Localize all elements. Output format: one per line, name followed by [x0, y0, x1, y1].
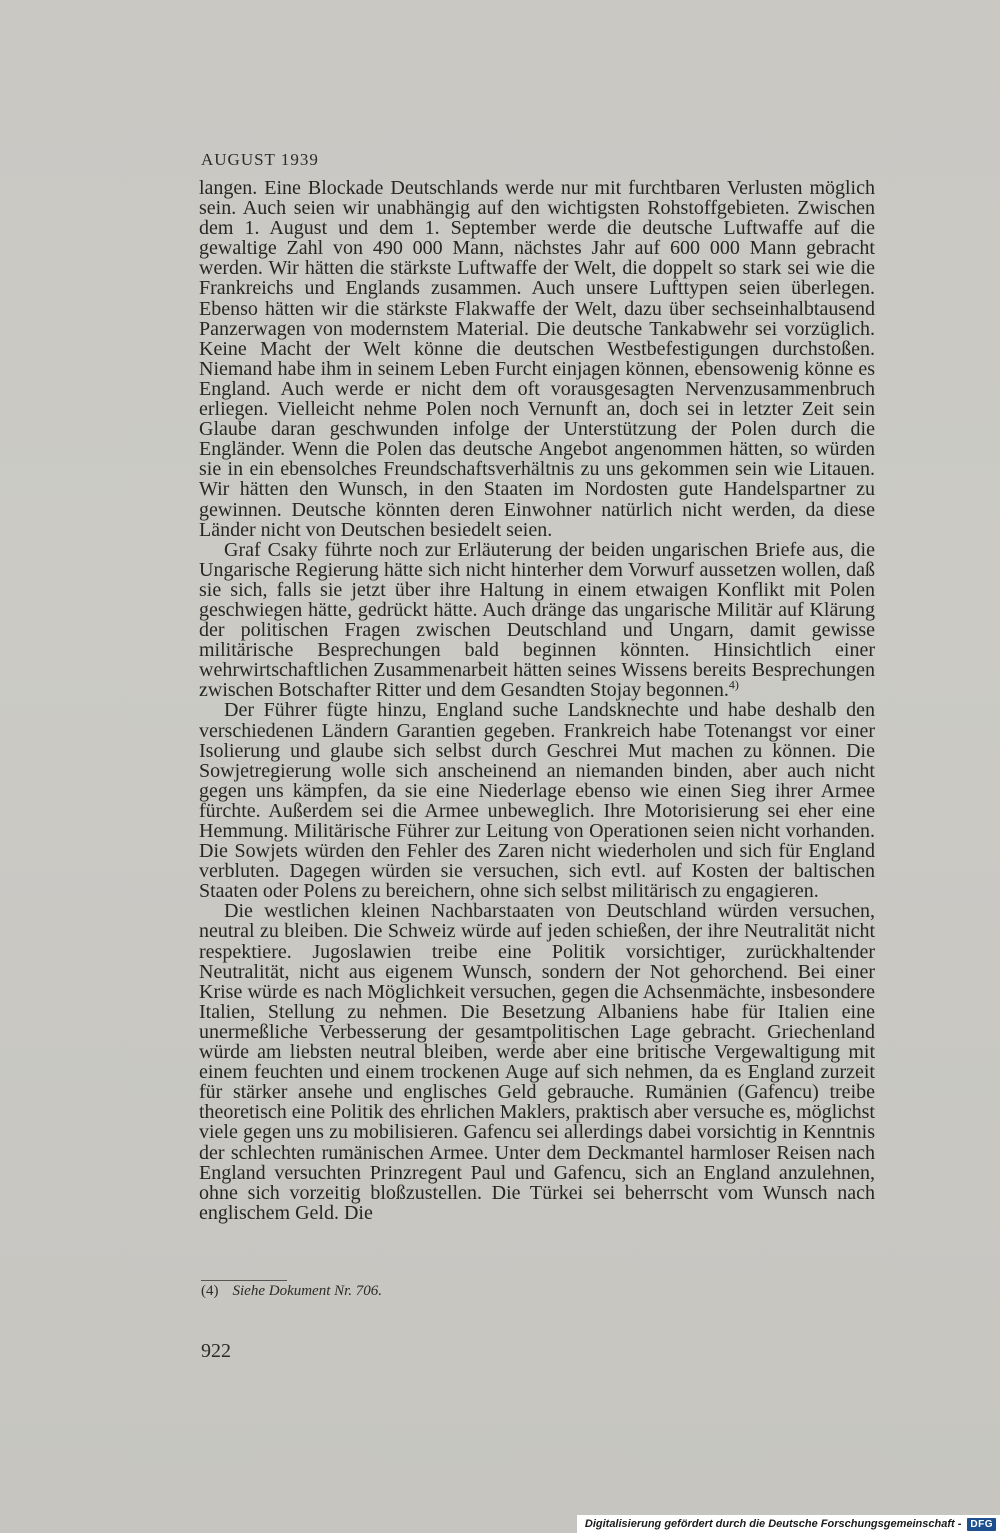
footnote-divider — [201, 1280, 287, 1281]
dfg-banner — [577, 1515, 1000, 1533]
footnote-text: Siehe Dokument Nr. 706. — [232, 1283, 383, 1299]
footnote — [201, 1283, 382, 1300]
page-number: 922 — [201, 1340, 231, 1362]
paragraph-2-text: Graf Csaky führte noch zur Erläuterung der beiden ungarischen Briefe aus, die Ungarische Regierung hätte sich nicht hinterher dem Vorwurf aussetzen wollen, daß sie sich, falls sie jetzt über ihre Haltung in einem etwaigen Konflikt mit Polen geschwiegen hätte, gedrückt hätte. Auch dränge das ungarische Militär auf Klärung der politischen Fragen zwischen Deutschland und Ungarn, damit gewisse militärische Besprechungen bald beginnen könnten. Hinsichtlich einer wehrwirtschaftlichen Zusammenarbeit hätten seines Wissens bereits Besprechungen zwischen Botschafter Ritter und dem Gesandten Stojay begonnen. — [199, 538, 875, 702]
paragraph-4: Die westlichen kleinen Nachbarstaaten von Deutschland würden versuchen, neutral zu bleiben. Die Schweiz würde auf jeden schießen, der ihre Neutralität nicht respektiere. Jugoslawien treibe eine Politik vorsichtiger, zurückhaltender Neutralität, nicht aus eigenem Wunsch, sondern der Not gehorchend. Bei einer Krise würde es nach Möglichkeit versuchen, gegen die Achsenmächte, insbesondere Italien, Stellung zu nehmen. Die Besetzung Albaniens habe für Italien eine unermeßliche Verbesserung der gesamtpolitischen Lage gebracht. Griechenland würde am liebsten neutral bleiben, werde aber eine britische Vergewaltigung mit einem feuchten und einem trockenen Auge auf sich nehmen, da es England zurzeit für stärker ansehe und englisches Geld gebrauche. Rumänien (Gafencu) treibe theoretisch eine Politik des ehrlichen Maklers, praktisch aber versuche es, möglichst viele gegen uns zu mobilisieren. Gafencu sei allerdings dabei vorsichtig in Kenntnis der schlechten rumänischen Armee. Unter dem Deckmantel harmloser Reisen nach England versuchten Prinzregent Paul und Gafencu, sich an England anzulehnen, ohne sich vorzeitig bloßzustellen. Die Türkei sei beherrscht vom Wunsch nach englischem Geld. Die — [199, 900, 875, 1224]
footnote-reference: 4) — [728, 677, 739, 692]
dfg-logo-icon: DFG — [967, 1518, 996, 1531]
running-head: AUGUST 1939 — [201, 150, 319, 169]
paragraph-2 — [199, 540, 875, 701]
body-text — [199, 178, 875, 1223]
footnote-number: (4) — [201, 1283, 219, 1299]
banner-text: Digitalisierung gefördert durch die Deutsche Forschungsgemeinschaft - — [584, 1518, 962, 1530]
paragraph-1: langen. Eine Blockade Deutschlands werde nur mit furchtbaren Verlusten möglich sein. Auch seien wir unabhängig auf den wichtigsten Rohstoffgebieten. Zwischen dem 1. August und dem 1. September werde die deutsche Luftwaffe auf die gewaltige Zahl von 490 000 Mann, nächstes Jahr auf 600 000 Mann gebracht werden. Wir hätten die stärkste Luftwaffe der Welt, die doppelt so stark sei wie die Frankreichs und Englands zusammen. Auch unsere Lufttypen seien überlegen. Ebenso hätten wir die stärkste Flakwaffe der Welt, dazu über sechseinhalbtausend Panzerwagen von modernstem Material. Die deutsche Tankabwehr sei vorzüglich. Keine Macht der Welt könne die deutschen Westbefestigungen durchstoßen. Niemand habe ihm in seinem Leben Furcht einjagen können, ebensowenig könne es England. Auch werde er nicht dem oft vorausgesagten Nervenzusammenbruch erliegen. Vielleicht nehme Polen noch Vernunft an, doch sei in letzter Zeit sein Glaube daran geschwunden infolge der Unterstützung der Polen durch die Engländer. Wenn die Polen das deutsche Angebot angenommen hätten, so würden sie in ein ebensolches Freundschaftsverhältnis zu uns gekommen sein wie Litauen. Wir hätten den Wunsch, in den Staaten im Nordosten gute Handelspartner zu gewinnen. Deutsche könnten deren Einwohner natürlich nicht werden, da diese Länder nicht von Deutschen besiedelt seien. — [199, 177, 875, 541]
paragraph-3: Der Führer fügte hinzu, England suche Landsknechte und habe deshalb den verschiedenen Ländern Garantien gegeben. Frankreich habe Totenangst vor einer Isolierung und glaube sich selbst durch Geschrei Mut machen zu können. Die Sowjetregierung wolle sich anscheinend an niemanden binden, aber auch nicht gegen uns kämpfen, da sie eine Niederlage ebenso wie einen Sieg ihrer Armee fürchte. Außerdem sei die Armee unbeweglich. Ihre Motorisierung sei eher eine Hemmung. Militärische Führer zur Leitung von Operationen seien nicht vorhanden. Die Sowjets würden den Fehler des Zaren nicht wiederholen und sich für England verbluten. Dagegen würden sie versuchen, sich evtl. auf Kosten der baltischen Staaten oder Polens zu bereichern, ohne sich selbst militärisch zu engagieren. — [199, 699, 875, 903]
